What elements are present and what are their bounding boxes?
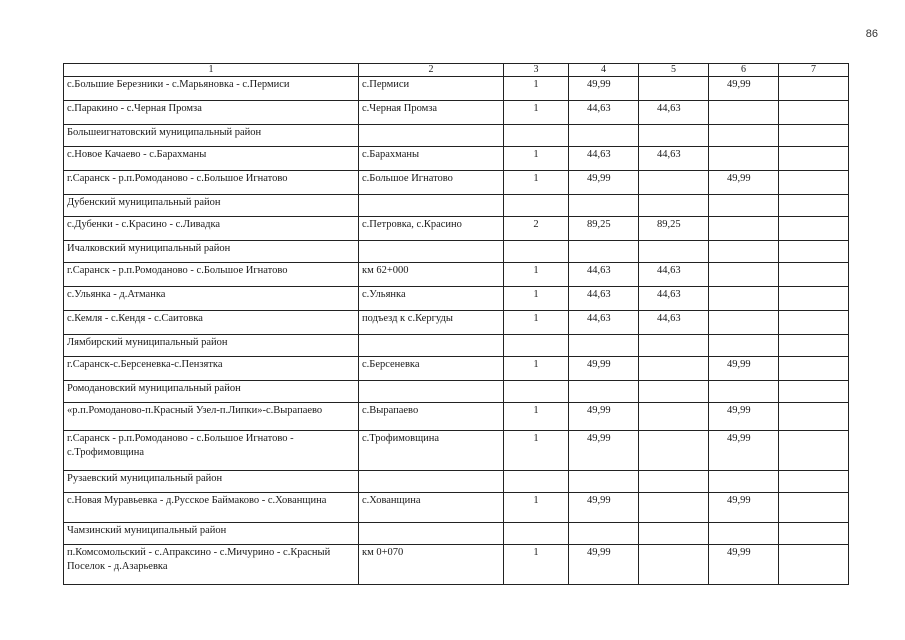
table-cell: с.Барахманы [359,147,504,171]
table-cell: 49,99 [569,77,639,101]
table-cell: 44,63 [569,147,639,171]
section-row [64,195,849,217]
table-cell [639,431,709,471]
table-cell [639,403,709,431]
table-cell [639,241,709,263]
table-cell [504,125,569,147]
table-row [64,493,849,523]
table-cell: с.Новая Муравьевка - д.Русское Баймаково - с.Хованщина [64,493,359,523]
table-cell [709,195,779,217]
table-cell: 1 [504,147,569,171]
table-cell [709,287,779,311]
table-cell [709,335,779,357]
table-cell [639,77,709,101]
table-cell: п.Комсомольский - с.Апраксино - с.Мичурино - с.Красный Поселок - д.Азарьевка [64,545,359,585]
table-cell: подъезд к с.Кергуды [359,311,504,335]
table-cell [779,335,849,357]
table-cell [779,195,849,217]
table-cell: г.Саранск - р.п.Ромоданово - с.Большое Игнатово [64,263,359,287]
section-title-cell: Ромодановский муниципальный район [64,381,359,403]
table-cell [779,431,849,471]
table-row [64,171,849,195]
table-cell: 1 [504,77,569,101]
table-cell [709,147,779,171]
table-cell [779,403,849,431]
table-cell [779,381,849,403]
table-header-row [64,64,849,77]
table-row [64,311,849,335]
table-cell: 44,63 [569,263,639,287]
table-cell: с.Большие Березники - с.Марьяновка - с.Пермиси [64,77,359,101]
table-cell [639,493,709,523]
table-cell: с.Большое Игнатово [359,171,504,195]
table-cell [709,125,779,147]
table-cell [359,335,504,357]
section-title-cell: Ичалковский муниципальный район [64,241,359,263]
table-cell [359,195,504,217]
table-cell [639,523,709,545]
table-cell [709,263,779,287]
table-cell [639,195,709,217]
table-row [64,403,849,431]
table-cell [639,545,709,585]
table-cell [779,523,849,545]
table-cell: г.Саранск - р.п.Ромоданово - с.Большое Игнатово [64,171,359,195]
table-cell [779,493,849,523]
table-cell [709,311,779,335]
table-cell [779,125,849,147]
section-row [64,381,849,403]
table-cell: 1 [504,287,569,311]
table-cell: 49,99 [569,357,639,381]
table-cell [569,241,639,263]
table-cell [569,335,639,357]
table-cell [779,263,849,287]
column-header: 3 [504,64,569,77]
page-number: 86 [865,28,878,40]
table-cell [569,523,639,545]
table-cell: 49,99 [569,493,639,523]
table-cell: 49,99 [569,545,639,585]
table-cell: с.Вырапаево [359,403,504,431]
table-cell [779,311,849,335]
table-cell: 49,99 [709,431,779,471]
section-title-cell: Рузаевский муниципальный район [64,471,359,493]
table-row [64,357,849,381]
section-row [64,523,849,545]
table-cell [779,241,849,263]
table-cell [709,217,779,241]
table-cell [709,241,779,263]
table-cell [359,471,504,493]
table-cell: км 62+000 [359,263,504,287]
table-cell: 1 [504,101,569,125]
section-title-cell: Дубенский муниципальный район [64,195,359,217]
table-cell: 49,99 [709,403,779,431]
column-header: 2 [359,64,504,77]
table-row [64,101,849,125]
table-body [64,77,849,585]
table-cell: с.Берсеневка [359,357,504,381]
section-row [64,335,849,357]
table-cell: с.Новое Качаево - с.Барахманы [64,147,359,171]
table-cell [779,287,849,311]
table-row [64,431,849,471]
table-cell: 1 [504,431,569,471]
table-cell [639,125,709,147]
table-cell: с.Черная Промза [359,101,504,125]
table-row [64,217,849,241]
table-cell: «р.п.Ромоданово-п.Красный Узел-п.Липки»-с.Вырапаево [64,403,359,431]
table-cell: 1 [504,311,569,335]
table-cell [359,241,504,263]
column-header: 4 [569,64,639,77]
table-cell: с.Кемля - с.Кендя - с.Саитовка [64,311,359,335]
table-cell: г.Саранск - р.п.Ромоданово - с.Большое Игнатово - с.Трофимовщина [64,431,359,471]
table-cell [779,171,849,195]
table-cell: с.Пермиси [359,77,504,101]
table-cell: 49,99 [569,403,639,431]
table-cell [779,471,849,493]
table-cell: 49,99 [569,431,639,471]
table-row [64,263,849,287]
table-cell [639,171,709,195]
table-cell: 1 [504,403,569,431]
table-cell: 49,99 [569,171,639,195]
table-cell [709,101,779,125]
column-header: 7 [779,64,849,77]
table-cell: 89,25 [569,217,639,241]
table-cell [709,381,779,403]
table-cell: 1 [504,493,569,523]
table-cell: с.Паракино - с.Черная Промза [64,101,359,125]
table-cell: 44,63 [639,287,709,311]
table-cell [779,217,849,241]
table-row [64,147,849,171]
table-cell [504,335,569,357]
table-cell: с.Хованщина [359,493,504,523]
table-cell [569,381,639,403]
table-cell: с.Ульянка [359,287,504,311]
table-cell [504,471,569,493]
table-cell [779,545,849,585]
table-cell: 89,25 [639,217,709,241]
table-cell [504,381,569,403]
table-cell: 44,63 [639,147,709,171]
table-cell [779,357,849,381]
section-row [64,241,849,263]
table-cell: с.Ульянка - д.Атманка [64,287,359,311]
table-cell: 49,99 [709,77,779,101]
table-cell: 49,99 [709,493,779,523]
table-cell: 49,99 [709,357,779,381]
table-row [64,77,849,101]
data-table [63,63,849,585]
section-title-cell: Чамзинский муниципальный район [64,523,359,545]
table-cell: с.Дубенки - с.Красино - с.Ливадка [64,217,359,241]
column-header: 1 [64,64,359,77]
table-cell [359,125,504,147]
column-header: 6 [709,64,779,77]
table-cell: 49,99 [709,171,779,195]
table-cell [779,147,849,171]
table-cell [359,523,504,545]
table-cell: 44,63 [569,311,639,335]
table-cell [359,381,504,403]
table-cell: г.Саранск-с.Берсеневка-с.Пензятка [64,357,359,381]
table-cell: с.Трофимовщина [359,431,504,471]
table-cell: 44,63 [639,101,709,125]
table-cell: км 0+070 [359,545,504,585]
table-cell [639,357,709,381]
table-cell [779,101,849,125]
table-cell [569,195,639,217]
table-cell: 44,63 [569,101,639,125]
table-cell [569,125,639,147]
table-cell [504,241,569,263]
table-cell: с.Петровка, с.Красино [359,217,504,241]
section-row [64,471,849,493]
table-cell: 2 [504,217,569,241]
table-cell [504,195,569,217]
table-cell: 44,63 [639,263,709,287]
table-cell [569,471,639,493]
table-cell: 49,99 [709,545,779,585]
table-cell: 1 [504,263,569,287]
table-cell [779,77,849,101]
table-cell [504,523,569,545]
section-row [64,125,849,147]
table-row [64,287,849,311]
section-title-cell: Большеигнатовский муниципальный район [64,125,359,147]
table-cell [709,523,779,545]
table-cell [639,381,709,403]
table-cell: 44,63 [639,311,709,335]
table-cell [709,471,779,493]
table-cell: 44,63 [569,287,639,311]
table-cell: 1 [504,171,569,195]
table-cell: 1 [504,545,569,585]
table-row [64,545,849,585]
table-cell [639,335,709,357]
table-cell: 1 [504,357,569,381]
section-title-cell: Лямбирский муниципальный район [64,335,359,357]
column-header: 5 [639,64,709,77]
table-cell [639,471,709,493]
